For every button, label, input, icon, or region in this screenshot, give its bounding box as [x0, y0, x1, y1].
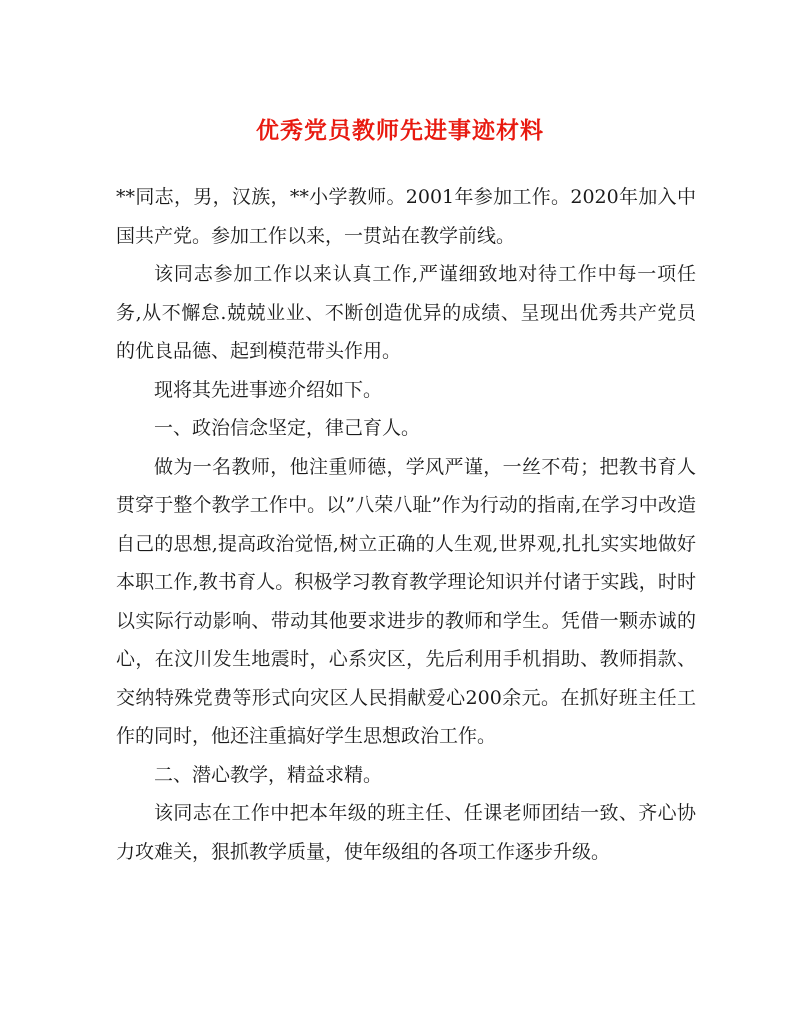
section-heading-1: 一、政治信念坚定，律己育人。 — [154, 417, 421, 439]
paragraph-section-2: 该同志在工作中把本年级的班主任、任课老师团结一致、齐心协力攻难关，狠抓教学质量，使年级组的各项工作逐步升级。 — [116, 802, 696, 863]
paragraph-transition: 现将其先进事迹介绍如下。 — [154, 378, 383, 401]
paragraph-summary: 该同志参加工作以来认真工作,严谨细致地对待工作中每一项任务,从不懈怠.兢兢业业、不断创造优异的成绩、呈现出优秀共产党员的优良品德、起到模范带头作用。 — [116, 263, 696, 362]
paragraph-section-1: 做为一名教师，他注重师德，学风严谨，一丝不苟；把教书育人贯穿于整个教学工作中。以”八荣八耻”作为行动的指南,在学习中改造自己的思想,提高政治觉悟,树立正确的人生观,世界观,扎扎实实地做好本职工作,教书育人。积极学习教育教学理论知识并付诸于实践，时时以实际行动影响、带动其他要求进步的教师和学生。凭借一颗赤诚的心，在汶川发生地震时，心系灾区，先后利用手机捐助、教师捐款、交纳特殊党费等形式向灾区人民捐献爱心200余元。在抓好班主任工作的同时，他还注重搞好学生思想政治工作。 — [116, 455, 696, 747]
paragraph-intro: **同志，男，汉族，**小学教师。2001年参加工作。2020年加入中国共产党。参加工作以来，一贯站在教学前线。 — [116, 186, 696, 247]
section-heading-2: 二、潜心教学，精益求精。 — [154, 763, 383, 786]
document-body — [116, 178, 696, 871]
document-title: 优秀党员教师先进事迹材料 — [256, 117, 544, 144]
